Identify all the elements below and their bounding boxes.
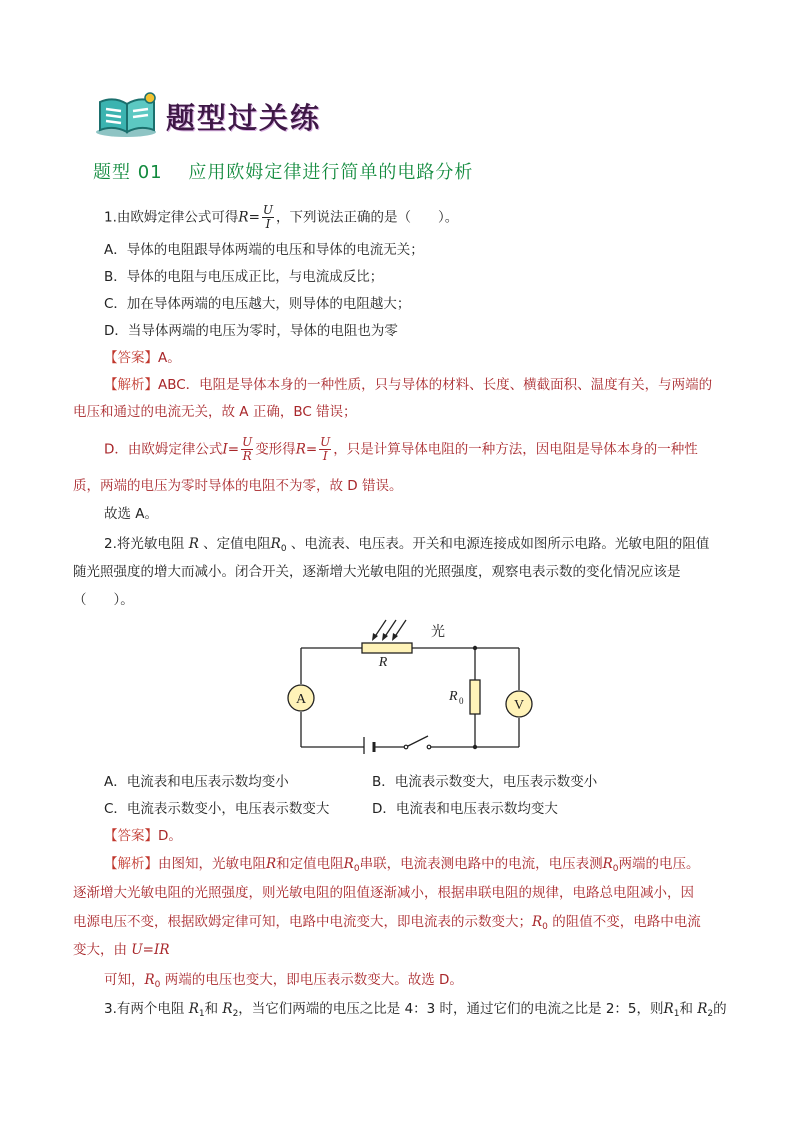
fixed-resistor-subscript: 0 [459,696,464,706]
switch-terminal-icon [404,745,408,749]
q1-option-d: D．当导体两端的电压为零时，导体的电阻也为零 [104,323,398,339]
section-banner [96,92,356,138]
q2-analysis-line4: 变大，由 U=IR [73,942,170,958]
q2-option-c: C．电流表示数变小，电压表示数变大 [104,801,330,817]
q1-stem: 1.由欧姆定律公式可得R= $\frac{U}{I}$ ，下列说法正确的是（ ）。 [104,203,459,231]
q1-analysis-line2: 电压和通过的电流无关，故 A 正确，BC 错误； [73,404,357,420]
q1-option-a: A．导体的电阻跟导体两端的电压和导体的电流无关； [104,242,424,258]
q2-analysis-line1: 【解析】由图知，光敏电阻R和定值电阻$R_0$串联，电流表测电路中的电流，电压表测$R_0$两端的电压。 [104,856,700,874]
section-title: 题型 01 应用欧姆定律进行简单的电路分析 [93,162,474,183]
ammeter-label: A [295,692,307,707]
switch-terminal-icon [427,745,431,749]
q2-stem-line2: 随光照强度的增大而减小。闭合开关，逐渐增大光敏电阻的光照强度，观察电表示数的变化情况应该是 [73,564,681,580]
q2-option-a: A．电流表和电压表示数均变小 [104,774,289,790]
q1-analysis-line1: 【解析】ABC．电阻是导体本身的一种性质，只与导体的材料、长度、横截面积、温度有关，与两端的 [104,377,713,393]
q3-stem-line1: 3.有两个电阻 $R_1$和 $R_2$，当它们两端的电压之比是 4：3 时，通过它们的电流之比是 2：5，则$R_1$和 $R_2$的 [104,1001,727,1019]
open-book-icon [96,92,162,138]
circuit-diagram [286,612,536,754]
fixed-resistor-label: R [449,689,458,704]
q2-stem-line3: （ ）。 [73,592,134,608]
fixed-resistor-icon [470,680,480,714]
photoresistor-icon [362,643,412,653]
q2-option-d: D．电流表和电压表示数均变大 [372,801,558,817]
q2-answer: 【答案】D。 [104,828,182,844]
q2-option-b: B．电流表示数变大，电压表示数变小 [372,774,598,790]
photoresistor-label: R [378,655,388,670]
banner-title: 题型过关练 [166,101,322,135]
q1-analysis-line4: 质，两端的电压为零时导体的电阻不为零，故 D 错误。 [73,478,403,494]
q2-stem-line1: 2.将光敏电阻 R 、定值电阻$R_0$ 、电流表、电压表。开关和电源连接成如图所示电路。光敏电阻的阻值 [104,536,710,554]
voltmeter-label: V [513,698,525,713]
q1-answer: 【答案】A。 [104,350,181,366]
q1-analysis-line3: D．由欧姆定律公式I= $\frac{U}{R}$ 变形得R= $\frac{U}{I}$ ，只是计算导体电阻的一种方法，因电阻是导体本身的一种性 [104,435,698,463]
q1-option-b: B．导体的电阻与电压成正比，与电流成反比； [104,269,384,285]
q2-analysis-line5: 可知，$R_0$ 两端的电压也变大，即电压表示数变大。故选 D。 [104,972,463,990]
q2-analysis-line2: 逐渐增大光敏电阻的光照强度，则光敏电阻的阻值逐渐减小，根据串联电阻的规律，电路总电阻减小，因 [73,885,694,901]
q1-option-c: C．加在导体两端的电压越大，则导体的电阻越大； [104,296,411,312]
q2-analysis-line3: 电源电压不变，根据欧姆定律可知，电路中电流变大，即电流表的示数变大；$R_0$ 的阻值不变，电路中电流 [73,914,701,932]
light-label: 光 [431,624,445,640]
q1-conclusion: 故选 A。 [104,506,159,522]
